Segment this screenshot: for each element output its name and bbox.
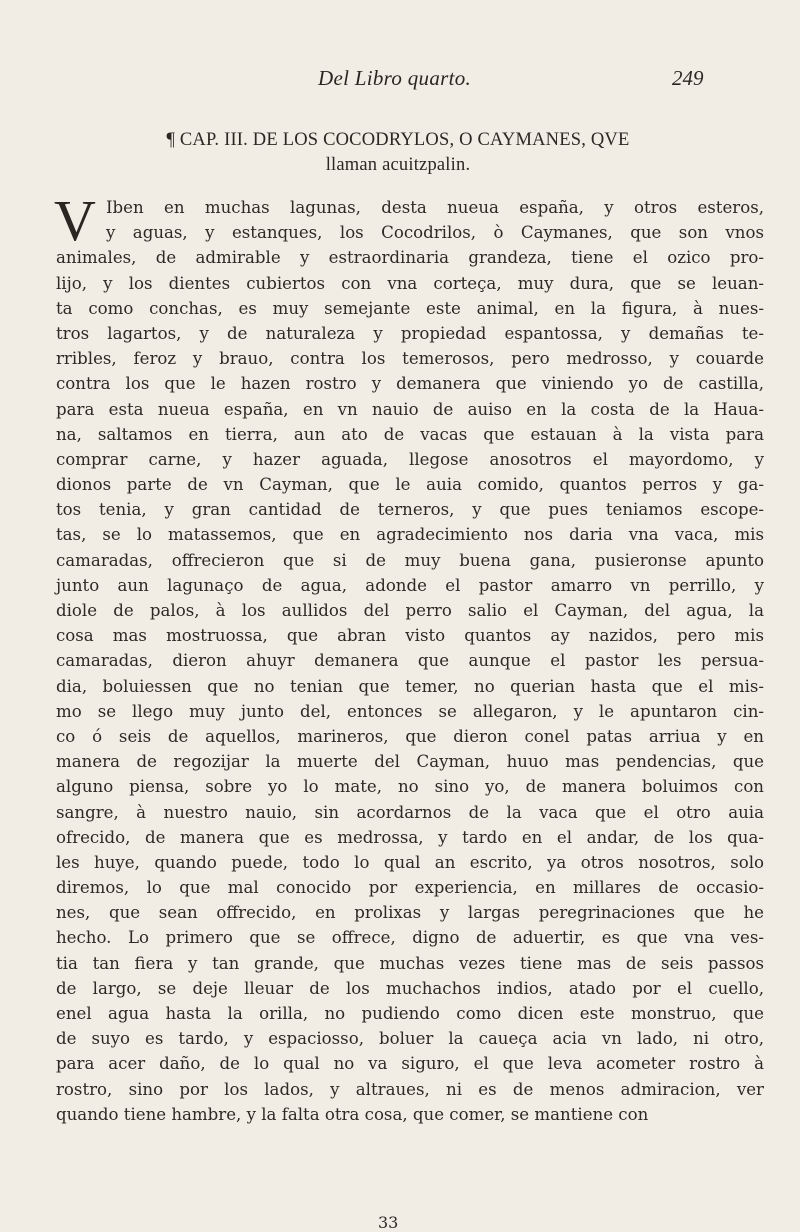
text-line: tia tan fiera y tan grande, que muchas vezes tiene mas de seis passos — [56, 953, 764, 973]
text-line: dia, boluiessen que no tenian que temer, no querian hasta que el mis- — [56, 676, 764, 696]
text-line: de suyo es tardo, y espaciosso, boluer la caueça acia vn lado, ni otro, — [56, 1029, 764, 1049]
text-line: camaradas, dieron ahuyr demanera que aunque el pastor les persua- — [56, 651, 764, 671]
text-line: camaradas, offrecieron que si de muy buena gana, pusieronse apunto — [56, 550, 764, 570]
text-line: lijo, y los dientes cubiertos con vna corteça, muy dura, que se leuan- — [56, 273, 764, 293]
text-line: de largo, se deje lleuar de los muchachos indios, atado por el cuello, — [56, 978, 764, 998]
text-line: animales, de admirable y estraordinaria grandeza, tiene el ozico pro- — [56, 248, 764, 268]
text-line: rribles, feroz y brauo, contra los temerosos, pero medrosso, y couarde — [56, 349, 764, 369]
text-line: Iben en muchas lagunas, desta nueua españa, y otros esteros, — [106, 198, 764, 217]
page-number: 249 — [672, 66, 704, 90]
text-line: ta como conchas, es muy semejante este animal, en la figura, à nues- — [56, 298, 764, 318]
running-title: Del Libro quarto. — [318, 66, 472, 90]
text-line: dionos parte de vn Cayman, que le auia comido, quantos perros y ga- — [56, 475, 764, 495]
chapter-heading-line-1: ¶ CAP. III. DE LOS COCODRYLOS, O CAYMANES, QVE — [166, 130, 630, 150]
text-line: co ó seis de aquellos, marineros, que dieron conel patas arriua y en — [56, 726, 764, 746]
text-line: cosa mas mostruossa, que abran visto quantos ay nazidos, pero mis — [56, 626, 764, 646]
text-line: mo se llego muy junto del, entonces se allegaron, y le apuntaron cin- — [56, 701, 764, 721]
chapter-heading — [118, 128, 678, 178]
chapter-heading-line-2: llaman acuitzpalin. — [325, 155, 471, 175]
text-line: tros lagartos, y de naturaleza y propiedad espantossa, y demañas te- — [56, 323, 764, 343]
drop-cap: V — [54, 188, 96, 253]
text-line: rostro, sino por los lados, y altraues, ni es de menos admiracion, ver — [56, 1079, 764, 1099]
text-line: para esta nueua españa, en vn nauio de auiso en la costa de la Haua- — [56, 399, 764, 419]
text-line: ofrecido, de manera que es medrossa, y tardo en el andar, de los qua- — [56, 827, 764, 847]
text-line: contra los que le hazen rostro y demanera que viniendo yo de castilla, — [56, 374, 764, 394]
text-line: diremos, lo que mal conocido por experiencia, en millares de occasio- — [56, 878, 764, 898]
text-line: para acer daño, de lo qual no va siguro, el que leva acometer rostro à — [56, 1054, 764, 1074]
text-line: les huye, quando puede, todo lo qual an escrito, ya otros nosotros, solo — [56, 852, 764, 872]
text-line: na, saltamos en tierra, aun ato de vacas que estauan à la vista para — [56, 424, 764, 444]
text-line: junto aun lagunaço de agua, adonde el pastor amarro vn perrillo, y — [56, 575, 764, 595]
text-line: nes, que sean offrecido, en prolixas y largas peregrinaciones que he — [56, 903, 764, 923]
text-line: tas, se lo matassemos, que en agradecimiento nos daria vna vaca, mis — [56, 525, 764, 545]
signature-mark: 33 — [378, 1213, 399, 1232]
text-line: diole de palos, à los aullidos del perro salio el Cayman, del agua, la — [56, 601, 764, 620]
text-line: y aguas, y estanques, los Cocodrilos, ò Caymanes, que son vnos — [106, 223, 764, 243]
text-line: quando tiene hambre, y la falta otra cosa, que comer, se mantiene con — [56, 1104, 649, 1124]
body-text — [54, 188, 764, 1127]
text-line: sangre, à nuestro nauio, sin acordarnos de la vaca que el otro auia — [56, 802, 764, 822]
text-line: hecho. Lo primero que se offrece, digno de aduertir, es que vna ves- — [56, 928, 764, 948]
text-line: enel agua hasta la orilla, no pudiendo como dicen este monstruo, que — [56, 1004, 764, 1023]
text-line: alguno piensa, sobre yo lo mate, no sino yo, de manera boluimos con — [56, 777, 764, 797]
text-line: tos tenia, y gran cantidad de terneros, y que pues teniamos escope- — [56, 500, 764, 520]
text-line: manera de regozijar la muerte del Cayman, huuo mas pendencias, que — [56, 752, 764, 772]
text-line: comprar carne, y hazer aguada, llegose anosotros el mayordomo, y — [56, 449, 764, 469]
